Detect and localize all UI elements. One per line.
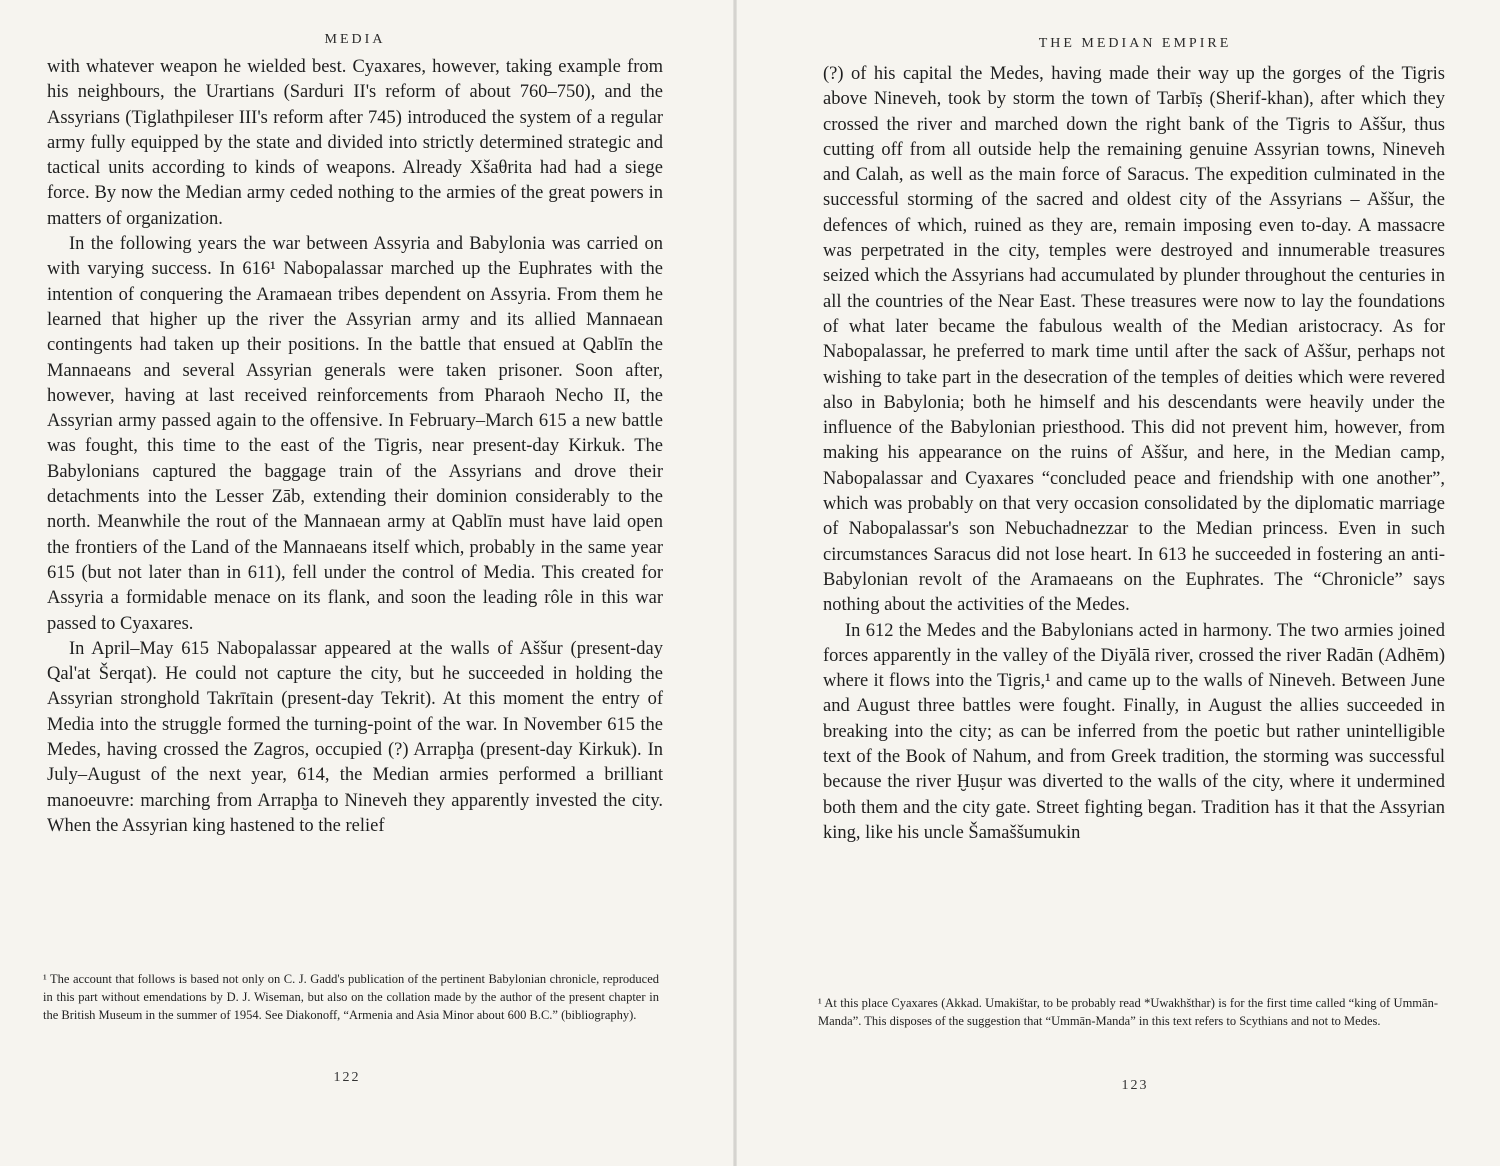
paragraph: (?) of his capital the Medes, having made their way up the gorges of the Tigris above Nineveh, took by storm the town of Tarbīṣ (Sherif-khan), after which they crossed the river and marched down the right bank of the Tigris to Aššur, thus cutting off from all outside help the remaining genuine Assyrian towns, Nineveh and Calah, as well as the main force of Saracus. The expedition culminated in the successful storming of the sacred and oldest city of the Assyrians – Aššur, the defences of which, ruined as they are, remain imposing even to-day. A massacre was perpetrated in the city, temples were destroyed and innumerable treasures seized which the Assyrians had accumulated by plunder throughout the centuries in all the countries of the Near East. These treasures were now to lay the foundations of what later became the fabulous wealth of the Median aristocracy. As for Nabopalassar, he preferred to mark time until after the sack of Aššur, perhaps not wishing to take part in the desecration of the temples of deities which were revered also in Babylonia; both he himself and his descendants were heavily under the influence of the Babylonian priesthood. This did not prevent him, however, from making his appearance on the ruins of Aššur, and here, in the Median camp, Nabopalassar and Cyaxares “concluded peace and friendship with one another”, which was probably on that very occasion consolidated by the diplomatic marriage of Nabopalassar's son Nebuchadnezzar to the Median princess. Even in such circumstances Saracus did not lose heart. In 613 he succeeded in fostering an anti-Babylonian revolt of the Aramaeans on the Euphrates. The “Chronicle” says nothing about the activities of the Medes. [823, 64, 1445, 616]
running-head: MEDIA [324, 32, 386, 47]
body-text [823, 62, 1445, 846]
footnote: ¹ The account that follows is based not only on C. J. Gadd's publication of the pertinent Babylonian chronicle, reproduced in this part without emendations by D. J. Wiseman, but also on the collation made by the author of the present chapter in the British Museum in the summer of 1954. See Diakonoff, “Armenia and Asia Minor about 600 B.C.” (bibliography). [43, 972, 659, 1022]
paragraph: In April–May 615 Nabopalassar appeared at the walls of Aššur (present-day Qal'at Šerqat). He could not capture the city, but he succeeded in holding the Assyrian stronghold Takrītain (present-day Tekrit). At this moment the entry of Media into the struggle formed the turning-point of the war. In November 615 the Medes, having crossed the Zagros, occupied (?) Arrapḫa (present-day Kirkuk). In July–August of the next year, 614, the Median armies performed a brilliant manoeuvre: marching from Arrapḫa to Nineveh they apparently invested the city. When the Assyrian king hastened to the relief [47, 638, 663, 836]
page-number: 123 [1121, 1078, 1149, 1093]
left-page [0, 0, 733, 1166]
footnote: ¹ At this place Cyaxares (Akkad. Umakištar, to be probably read *Uwakhšthar) is for the first time called “king of Ummān-Manda”. This disposes of the suggestion that “Ummān-Manda” in this text refers to Scythians and not to Medes. [818, 996, 1438, 1028]
page-number: 122 [333, 1070, 361, 1085]
right-page [737, 0, 1500, 1166]
running-head: THE MEDIAN EMPIRE [1038, 36, 1232, 51]
paragraph: In the following years the war between Assyria and Babylonia was carried on with varying success. In 616¹ Nabopalassar marched up the Euphrates with the intention of conquering the Aramaean tribes dependent on Assyria. From them he learned that higher up the river the Assyrian army and its allied Mannaean contingents had taken up their positions. In the battle that ensued at Qablīn the Mannaeans and several Assyrian generals were taken prisoner. Soon after, however, having at last received reinforcements from Pharaoh Necho II, the Assyrian army passed again to the offensive. In February–March 615 a new battle was fought, this time to the east of the Tigris, near present-day Kirkuk. The Babylonians captured the baggage train of the Assyrians and drove their detachments into the Lesser Zāb, extending their dominion considerably to the north. Meanwhile the rout of the Mannaean army at Qablīn must have laid open the frontiers of the Land of the Mannaeans itself which, probably in the same year 615 (but not later than in 611), fell under the control of Media. This created for Assyria a formidable menace on its flank, and soon the leading rôle in this war passed to Cyaxares. [47, 234, 663, 634]
paragraph: In 612 the Medes and the Babylonians acted in harmony. The two armies joined forces apparently in the valley of the Diyālā river, crossed the river Radān (Adhēm) where it flows into the Tigris,¹ and came up to the walls of Nineveh. Between June and August three battles were fought. Finally, in August the allies succeeded in breaking into the city; as can be inferred from the poetic but rather unintelligible text of the Book of Nahum, and from Greek tradition, the storming was successful because the river Ḫuṣur was diverted to the walls of the city, where it undermined both them and the city gate. Street fighting began. Tradition has it that the Assyrian king, like his uncle Šamaššumukin [823, 620, 1445, 843]
body-text [47, 55, 663, 839]
paragraph: with whatever weapon he wielded best. Cyaxares, however, taking example from his neighbours, the Urartians (Sarduri II's reform of about 760–750), and the Assyrians (Tiglathpileser III's reform after 745) introduced the system of a regular army fully equipped by the state and divided into strictly determined strategic and tactical units according to kinds of weapons. Already Xšaθrita had had a siege force. By now the Median army ceded nothing to the armies of the great powers in matters of organization. [47, 57, 663, 229]
